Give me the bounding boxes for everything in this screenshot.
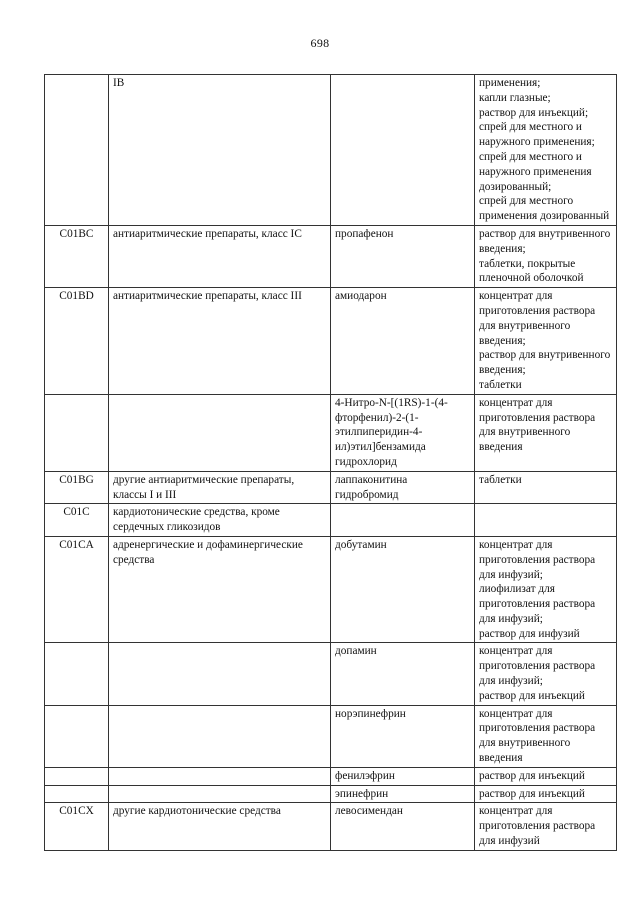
- drug-group-cell: [109, 394, 331, 471]
- dosage-form-cell: концентрат для приготовления раствора для внутривенного введения; раствор для внутривенного введения; таблетки: [475, 288, 617, 395]
- atc-code-cell: [45, 785, 109, 803]
- drug-group-cell: [109, 785, 331, 803]
- atc-code-cell: C01CA: [45, 536, 109, 643]
- drug-group-cell: IB: [109, 75, 331, 226]
- atc-code-cell: [45, 394, 109, 471]
- dosage-form-cell: таблетки: [475, 471, 617, 504]
- drug-group-cell: [109, 643, 331, 705]
- drug-name-cell: лаппаконитина гидробромид: [331, 471, 475, 504]
- drug-name-cell: [331, 75, 475, 226]
- drug-name-cell: эпинефрин: [331, 785, 475, 803]
- dosage-form-cell: применения; капли глазные; раствор для инъекций; спрей для местного и наружного применения; спрей для местного и наружного применения дозированный; спрей для местного применения дозированный: [475, 75, 617, 226]
- table-row: [45, 643, 617, 705]
- dosage-form-cell: концентрат для приготовления раствора для инфузий; раствор для инъекций: [475, 643, 617, 705]
- atc-code-cell: [45, 643, 109, 705]
- drug-name-cell: амиодарон: [331, 288, 475, 395]
- table-row: [45, 394, 617, 471]
- dosage-form-cell: [475, 504, 617, 537]
- drug-table: [44, 74, 617, 851]
- table-row: [45, 705, 617, 767]
- atc-code-cell: [45, 705, 109, 767]
- dosage-form-cell: концентрат для приготовления раствора для инфузий: [475, 803, 617, 850]
- dosage-form-cell: концентрат для приготовления раствора для внутривенного введения: [475, 705, 617, 767]
- atc-code-cell: C01C: [45, 504, 109, 537]
- drug-name-cell: добутамин: [331, 536, 475, 643]
- drug-group-cell: антиаритмические препараты, класс III: [109, 288, 331, 395]
- dosage-form-cell: раствор для инъекций: [475, 785, 617, 803]
- dosage-form-cell: раствор для внутривенного введения; таблетки, покрытые пленочной оболочкой: [475, 225, 617, 287]
- atc-code-cell: [45, 767, 109, 785]
- atc-code-cell: C01BC: [45, 225, 109, 287]
- atc-code-cell: C01CX: [45, 803, 109, 850]
- drug-group-cell: адренергические и дофаминергические средства: [109, 536, 331, 643]
- drug-name-cell: фенилэфрин: [331, 767, 475, 785]
- table-row: [45, 803, 617, 850]
- table-row: [45, 288, 617, 395]
- table-row: [45, 504, 617, 537]
- table-row: [45, 225, 617, 287]
- drug-name-cell: левосимендан: [331, 803, 475, 850]
- dosage-form-cell: концентрат для приготовления раствора для инфузий; лиофилизат для приготовления раствора для инфузий; раствор для инфузий: [475, 536, 617, 643]
- page-number: 698: [310, 36, 330, 50]
- table-row: [45, 471, 617, 504]
- dosage-form-cell: раствор для инъекций: [475, 767, 617, 785]
- drug-group-cell: другие кардиотонические средства: [109, 803, 331, 850]
- drug-name-cell: [331, 504, 475, 537]
- dosage-form-cell: концентрат для приготовления раствора для внутривенного введения: [475, 394, 617, 471]
- atc-code-cell: [45, 75, 109, 226]
- drug-group-cell: кардиотонические средства, кроме сердечных гликозидов: [109, 504, 331, 537]
- drug-name-cell: 4-Нитро-N-[(1RS)-1-(4-фторфенил)-2-(1-этилпиперидин-4-ил)этил]бензамида гидрохлорид: [331, 394, 475, 471]
- atc-code-cell: C01BG: [45, 471, 109, 504]
- table-row: [45, 536, 617, 643]
- table-row: [45, 785, 617, 803]
- atc-code-cell: C01BD: [45, 288, 109, 395]
- drug-group-cell: [109, 705, 331, 767]
- drug-name-cell: допамин: [331, 643, 475, 705]
- table-row: [45, 75, 617, 226]
- drug-name-cell: пропафенон: [331, 225, 475, 287]
- table-row: [45, 767, 617, 785]
- drug-group-cell: [109, 767, 331, 785]
- drug-group-cell: другие антиаритмические препараты, классы I и III: [109, 471, 331, 504]
- drug-name-cell: норэпинефрин: [331, 705, 475, 767]
- drug-group-cell: антиаритмические препараты, класс IC: [109, 225, 331, 287]
